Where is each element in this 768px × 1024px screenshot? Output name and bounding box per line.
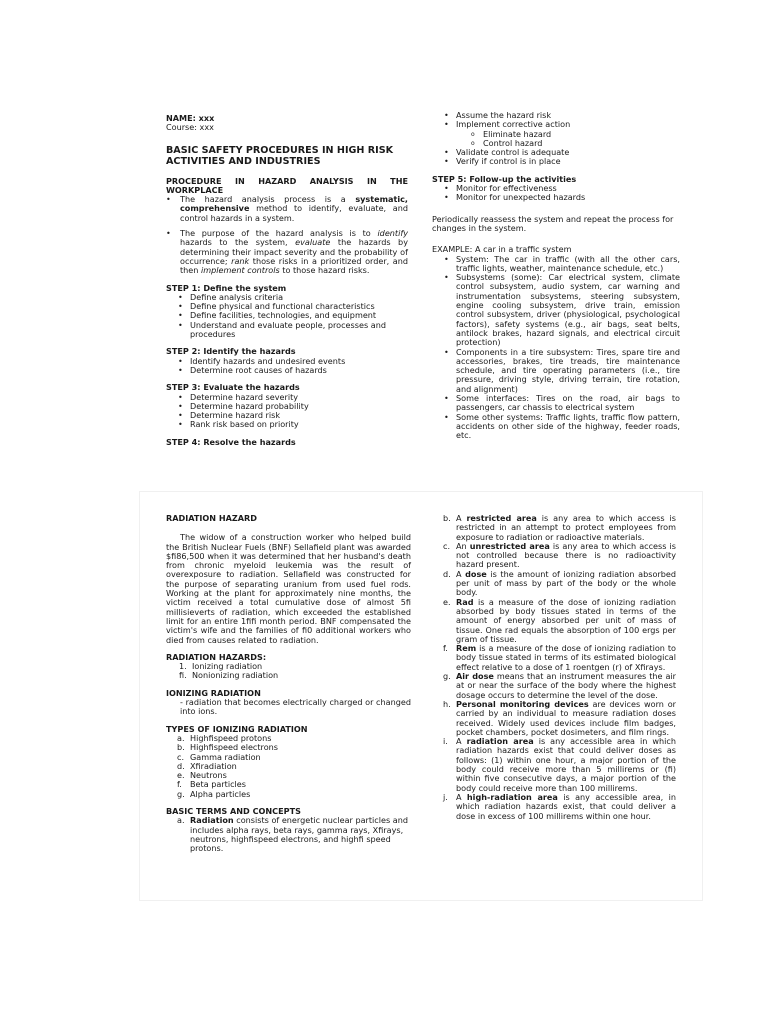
list-item: • Assume the hazard risk <box>456 111 680 120</box>
term-name: radiation area <box>466 736 534 747</box>
term-prefix: A <box>456 568 466 579</box>
step4-list <box>432 111 680 167</box>
term-text: is a measure of the dose of ionizing radiation to body tissue stated in terms of its estimated biological effect relative to a dose of 1 roentgen (r) of Xﬁrays. <box>456 643 676 672</box>
term-text: is any area to which access is not controlled because there is no radioactivity hazard present. <box>456 540 676 570</box>
page1-right-column <box>432 111 680 441</box>
term-text: is a measure of the dose of ionizing radiation absorbed by body tissues stated in terms of the amount of energy absorbed per unit of mass of tissue. One rad equals the absorption of 100 ergs per gram of tissue. <box>456 596 676 644</box>
list-marker: c. <box>443 540 451 551</box>
list-item-text: Gamma radiation <box>190 751 261 762</box>
list-marker: g. <box>443 671 451 682</box>
term-text: is any accessible area, in which radiation hazards exist, that could deliver a dose in excess of 100 millirems within one hour. <box>456 791 676 821</box>
document-page-1 <box>140 86 702 486</box>
intro-2-e: the hazards by determining their impact severity and the probability of occurrence; <box>180 237 408 266</box>
term-prefix: A <box>456 513 467 523</box>
list-marker: a. <box>177 732 185 743</box>
list-marker: d. <box>177 760 185 771</box>
list-item: • Define analysis criteria <box>190 293 408 302</box>
list-item: • Define physical and functional characteristics <box>190 302 408 311</box>
list-item-text: Ionizing radiation <box>192 661 263 672</box>
list-item: • Some interfaces: Tires on the road, air bags to passengers, car chassis to electrical system <box>456 394 680 413</box>
list-item: • Components in a tire subsystem: Tires, spare tire and accessories, brakes, tire treads, tire maintenance schedule, and tire operating parameters (i.e., tire pressure, driving style, driving terrain, tire rotation, and alignment) <box>456 348 680 394</box>
terms-list-right <box>432 514 676 821</box>
step3-title: STEP 3: Evaluate the hazards <box>166 382 300 393</box>
list-marker: d. <box>443 568 451 579</box>
page2-right-column <box>432 514 676 821</box>
list-item-text: Beta particles <box>190 779 246 790</box>
types-list <box>166 734 411 799</box>
list-marker: g. <box>177 788 185 799</box>
list-item: • Monitor for unexpected hazards <box>456 193 680 202</box>
list-item: • Determine hazard risk <box>190 411 408 420</box>
list-marker: b. <box>177 742 185 753</box>
term-name: Rem <box>456 643 477 654</box>
list-item-text: Neutrons <box>190 770 227 781</box>
term-item <box>443 596 676 644</box>
ionizing-radiation-title: IONIZING RADIATION <box>166 687 261 698</box>
list-marker: 1. <box>179 661 187 672</box>
intro-2-b: identify <box>377 228 408 239</box>
term-name: Air dose <box>456 671 494 682</box>
intro-1-text-a: The hazard analysis process is a <box>180 194 356 205</box>
step3-list <box>166 393 408 430</box>
term-name: Personal monitoring devices <box>456 698 589 709</box>
step5-title: STEP 5: Follow-up the activities <box>432 173 577 184</box>
list-item: • Identify hazards and undesired events <box>190 357 408 366</box>
intro-1-text-c: method to identify, evaluate, and control hazards in a system. <box>180 203 408 223</box>
term-prefix: A <box>456 791 467 802</box>
term-item <box>443 643 676 672</box>
list-marker: b. <box>443 513 451 523</box>
step4-sublist <box>456 130 680 149</box>
name-line: NAME: xxx <box>166 113 215 123</box>
list-marker: f. <box>177 779 182 790</box>
example-list <box>432 255 680 441</box>
list-item-text: Highﬁspeed protons <box>190 732 272 743</box>
list-item: • Determine hazard severity <box>190 393 408 402</box>
term-name: high-radiation area <box>466 791 558 802</box>
term-prefix: An <box>456 540 470 551</box>
term-item <box>443 568 676 598</box>
terms-title: BASIC TERMS AND CONCEPTS <box>166 806 301 817</box>
list-marker: e. <box>177 770 185 781</box>
intro-1-bold: systematic, comprehensive <box>180 194 408 214</box>
terms-list-left <box>166 816 411 853</box>
term-name: Radiation <box>190 815 234 826</box>
term-item <box>177 815 411 854</box>
list-item-text: Implement corrective action <box>456 119 571 130</box>
sub-list-item: o Control hazard <box>483 139 680 148</box>
list-marker: f. <box>443 643 448 654</box>
list-marker: c. <box>177 751 185 762</box>
list-marker: a. <box>177 815 185 826</box>
intro-2-c: hazards to the system, <box>180 237 296 248</box>
radiation-hazards-list <box>166 662 411 681</box>
list-marker: ﬁ. <box>179 670 187 681</box>
intro-2-f: rank <box>231 255 250 266</box>
intro-bullet-1: • The hazard analysis process is a systematic, comprehensive method to identify, evaluate, and control hazards in a system. <box>166 194 408 223</box>
list-item <box>177 788 411 799</box>
intro-2-d: evaluate <box>295 237 331 248</box>
term-name: restricted area <box>466 513 537 523</box>
list-item: • Determine hazard probability <box>190 402 408 411</box>
list-item: • Validate control is adequate <box>456 148 680 157</box>
page1-left-column <box>166 114 408 447</box>
list-item-text: Highﬁspeed electrons <box>190 742 279 753</box>
step2-list <box>166 357 408 376</box>
intro-2-i: to those hazard risks. <box>279 265 370 276</box>
term-name: unrestricted area <box>469 540 550 551</box>
list-item-text: Nonionizing radiation <box>192 670 279 681</box>
radiation-hazard-title: RADIATION HAZARD <box>166 513 257 523</box>
example-title: EXAMPLE: A car in a traffic system <box>432 244 572 255</box>
list-marker: h. <box>443 698 451 709</box>
list-item: • Determine root causes of hazards <box>190 366 408 375</box>
term-name: dose <box>465 568 487 579</box>
reassess-paragraph: Periodically reassess the system and repeat the process for changes in the system. <box>432 213 674 233</box>
list-item: • Some other systems: Traffic lights, traffic flow pattern, accidents on other side of the highway, feeder roads, etc. <box>456 413 680 441</box>
document-page-2 <box>140 492 702 900</box>
step1-title: STEP 1: Define the system <box>166 282 287 293</box>
step2-title: STEP 2: Identify the hazards <box>166 346 296 357</box>
intro-2-a: The purpose of the hazard analysis is to <box>180 228 378 239</box>
term-text: is any accessible area in which radiation hazards exist that could deliver doses as follows: (1) within one hour, a major portion of the body could receive more than 5 millirems or (ﬁ) within five consecutive days, a major portion of the body could receive more than 100 millirems. <box>456 736 676 793</box>
term-text: consists of energetic nuclear particles and includes alpha rays, beta rays, gamma rays, Xﬁrays, neutrons, highﬁspeed electrons, and highﬁ speed protons. <box>190 815 409 854</box>
term-name: Rad <box>456 596 474 607</box>
term-item <box>443 736 676 793</box>
sub-list-item: o Eliminate hazard <box>483 130 680 139</box>
term-item <box>443 513 676 542</box>
intro-2-g: those risks in a prioritized order, and then <box>180 255 408 276</box>
list-item <box>179 670 411 681</box>
step1-list <box>166 293 408 339</box>
term-prefix: A <box>456 736 467 747</box>
ionizing-radiation-text: - radiation that becomes electrically charged or changed into ions. <box>180 697 411 717</box>
procedure-heading: PROCEDURE IN HAZARD ANALYSIS IN THE WORKPLACE <box>166 175 408 195</box>
list-item: • Rank risk based on priority <box>190 420 408 429</box>
document-title: BASIC SAFETY PROCEDURES IN HIGH RISK ACTIVITIES AND INDUSTRIES <box>166 144 394 167</box>
list-item: • System: The car in traffic (with all the other cars, traffic lights, weather, maintenance schedule, etc.) <box>456 255 680 274</box>
term-text: means that an instrument measures the air at or near the surface of the body where the highest dosage occurs to determine the level of the dose. <box>456 671 676 700</box>
list-item <box>456 120 680 148</box>
term-text: is any area to which access is restricted in an attempt to protect employees from exposure to radiation or radioactive materials. <box>456 513 676 542</box>
list-marker: j. <box>443 791 448 802</box>
page2-left-column <box>166 514 411 854</box>
list-item: • Verify if control is in place <box>456 157 680 166</box>
list-item: • Monitor for effectiveness <box>456 184 680 193</box>
list-item-text: Xﬁradiation <box>190 760 237 771</box>
step5-list <box>432 184 680 203</box>
radiation-hazards-title: RADIATION HAZARDS: <box>166 651 267 662</box>
types-title: TYPES OF IONIZING RADIATION <box>166 723 308 734</box>
term-item <box>443 698 676 737</box>
term-item <box>443 671 676 700</box>
intro-2-h: implement controls <box>201 265 280 276</box>
intro-bullet-2: • The purpose of the hazard analysis is to identify hazards to the system, evaluate the hazards by determining their impact severity and the probability of occurrence; rank those risks in a prioritized order, and then implement controls to those hazard risks. <box>166 228 408 276</box>
term-item <box>443 791 676 821</box>
term-text: is the amount of ionizing radiation absorbed per unit of mass by part of the body or the whole body. <box>456 568 676 598</box>
list-item-text: Alpha particles <box>190 788 251 799</box>
term-item <box>443 540 676 570</box>
list-marker: e. <box>443 596 451 607</box>
list-item: • Define facilities, technologies, and equipment <box>190 311 408 320</box>
term-text: are devices worn or carried by an individual to measure radiation doses received. Widely used devices include film badges, pocket chambers, pocket dosimeters, and film rings. <box>456 698 676 737</box>
list-item: • Subsystems (some): Car electrical system, climate control subsystem, audio system, car warning and instrumentation subsystems, steering subsystem, engine cooling subsystem, drive train, emission control subsystem, driver (physiological, psychological factors), safety systems (e.g., air bags, seat belts, antilock brakes, hazard signals, and electrical circuit protection) <box>456 273 680 347</box>
list-item: • Understand and evaluate people, processes and procedures <box>190 321 408 340</box>
list-marker: i. <box>443 736 448 747</box>
step4-title: STEP 4: Resolve the hazards <box>166 436 296 447</box>
radiation-paragraph: The widow of a construction worker who helped build the British Nuclear Fuels (BNF) Sellafield plant was awarded $ﬁ86,500 when it was determined that her husband's death from chronic myeloid leukemia was the result of overexposure to radiation. Sellafield was constructed for the purpose of separating uranium from used fuel rods. Working at the plant for approximately nine months, the victim received a total cumulative dose of almost 5ﬁ millisieverts of radiation, which exceeded the established limit for an entire 1ﬁﬁ month period. BNF compensated the victim's wife and the families of ﬁ0 additional workers who died from causes related to radiation. <box>166 532 411 645</box>
course-line: Course: xxx <box>166 122 214 133</box>
